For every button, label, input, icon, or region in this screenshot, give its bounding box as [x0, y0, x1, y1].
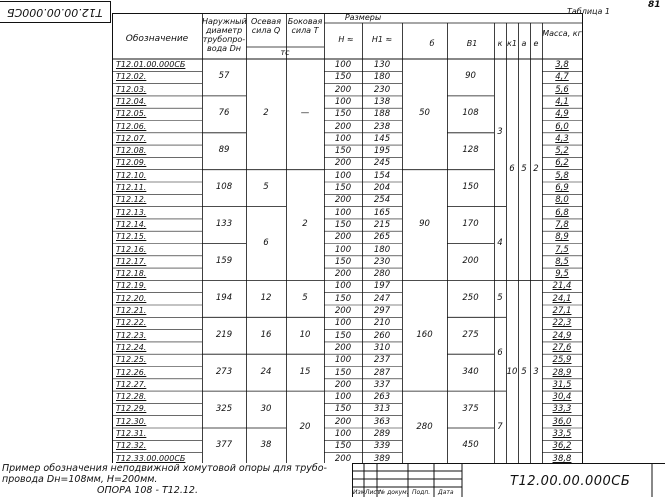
h1-cell: 154	[373, 170, 391, 181]
h-cell: 150	[334, 72, 352, 83]
b-group-cell: 160	[416, 329, 433, 340]
header-force-unit: тс	[280, 48, 290, 57]
b-group-cell: 50	[419, 108, 430, 119]
h1-cell: 237	[373, 355, 391, 366]
header-axial-force: Осевая сила Q	[250, 17, 282, 35]
header-sizes: Размеры	[344, 13, 382, 22]
h-cell: 100	[334, 355, 352, 366]
h1-cell: 165	[373, 207, 391, 218]
header-lateral-force: Боковая сила T	[287, 17, 323, 35]
h-cell: 100	[334, 392, 352, 403]
designation-cell: Т12.29.	[116, 404, 147, 414]
header-b: б	[429, 39, 435, 48]
dn-group-cell: 133	[215, 219, 233, 230]
h-cell: 100	[334, 133, 352, 144]
header-H: H ≈	[338, 35, 354, 44]
h-cell: 200	[334, 269, 352, 280]
designation-cell: Т12.33.00.000СБ	[116, 453, 186, 463]
designation-cell: Т12.12.	[116, 195, 147, 205]
h-cell: 150	[334, 441, 352, 452]
h-cell: 200	[334, 84, 352, 95]
spec-table	[112, 13, 657, 463]
designation-cell: Т12.14.	[116, 219, 147, 229]
mass-cell: 33,5	[552, 429, 572, 439]
h1-cell: 247	[373, 293, 391, 304]
h1-cell: 310	[373, 342, 391, 353]
designation-cell: Т12.05.	[116, 109, 147, 119]
a-group-cell: 5	[521, 366, 527, 377]
k1-group-cell: 10	[506, 366, 518, 377]
q-group-cell: 2	[263, 108, 269, 119]
b1-group-cell: 170	[462, 219, 479, 230]
dn-group-cell: 57	[218, 71, 230, 82]
designation-cell: Т12.22.	[116, 318, 147, 328]
h-cell: 150	[334, 330, 352, 341]
header-k: к	[497, 39, 503, 48]
q-group-cell: 12	[260, 292, 272, 303]
h-cell: 150	[334, 367, 352, 378]
h-cell: 100	[334, 318, 352, 329]
k-group-cell: 7	[497, 422, 503, 432]
h-cell: 150	[334, 109, 352, 120]
a-group-cell: 5	[521, 163, 527, 174]
h-cell: 150	[334, 219, 352, 230]
h1-cell: 363	[373, 416, 391, 427]
mass-cell: 36,2	[552, 441, 572, 452]
designation-cell: Т12.24.	[116, 342, 147, 352]
designation-cell: Т12.30.	[116, 416, 147, 426]
b1-group-cell: 108	[462, 108, 479, 119]
h-cell: 150	[334, 183, 352, 193]
designation-cell: Т12.20.	[116, 293, 147, 303]
dn-group-cell: 89	[218, 145, 230, 156]
h-cell: 200	[334, 195, 352, 206]
mass-cell: 5,6	[555, 84, 569, 95]
b1-group-cell: 250	[462, 292, 479, 303]
designation-cell: Т12.28.	[116, 392, 147, 402]
dn-group-cell: 219	[215, 329, 233, 340]
tb-label-sheet: Лист	[365, 489, 381, 496]
h1-cell: 230	[373, 84, 391, 95]
dn-group-cell: 76	[218, 108, 230, 119]
document-code: Т12.00.00.000СБ	[510, 474, 631, 489]
designation-cell: Т12.10.	[116, 170, 147, 180]
mass-cell: 27,1	[552, 306, 572, 316]
h1-cell: 265	[373, 232, 391, 243]
h-cell: 200	[334, 158, 352, 169]
h1-cell: 215	[373, 219, 391, 230]
t-group-cell: 15	[299, 366, 311, 377]
b1-group-cell: 375	[462, 403, 479, 414]
mass-cell: 6,8	[555, 207, 569, 218]
sheet-stamp	[0, 1, 111, 23]
header-designation: Обозначение	[125, 34, 189, 44]
h1-cell: 263	[373, 392, 391, 403]
t-group-cell: 20	[299, 422, 311, 432]
mass-cell: 4,9	[555, 109, 569, 120]
h1-cell: 210	[373, 318, 391, 329]
h-cell: 200	[334, 416, 352, 427]
example-line-3: ОПОРА 108 - Т12.12.	[97, 485, 198, 496]
designation-cell: Т12.11.	[116, 183, 147, 192]
designation-cell: Т12.26.	[116, 367, 147, 377]
example-line-1: Пример обозначения неподвижной хомутовой опоры для трубо-	[2, 463, 327, 474]
h1-cell: 204	[373, 183, 391, 193]
dn-group-cell: 108	[215, 182, 233, 193]
b1-group-cell: 90	[465, 71, 476, 82]
designation-cell: Т12.04.	[116, 96, 147, 106]
mass-cell: 31,5	[552, 379, 572, 390]
mass-cell: 7,5	[555, 244, 569, 255]
h-cell: 100	[334, 96, 352, 107]
tb-label-docnum: № докум.	[379, 489, 409, 496]
designation-cell: Т12.23.	[116, 330, 147, 340]
q-group-cell: 5	[263, 182, 269, 193]
example-line-2: провода Dн=108мм, H=200мм.	[2, 474, 158, 485]
table-caption: Таблица 1	[567, 7, 611, 16]
q-group-cell: 38	[260, 440, 272, 451]
designation-cell: Т12.19.	[116, 281, 147, 291]
mass-cell: 24,1	[552, 293, 572, 304]
h-cell: 150	[334, 256, 352, 267]
mass-cell: 5,8	[555, 170, 569, 181]
h-cell: 200	[334, 121, 352, 132]
e-group-cell: 3	[533, 366, 539, 377]
h1-cell: 130	[373, 60, 391, 70]
q-group-cell: 16	[260, 329, 272, 340]
mass-cell: 3,8	[555, 60, 569, 70]
mass-cell: 38,8	[552, 453, 572, 464]
h1-cell: 254	[373, 195, 391, 206]
mass-cell: 4,7	[555, 72, 569, 83]
h1-cell: 238	[373, 121, 391, 132]
h-cell: 200	[334, 232, 352, 243]
b1-group-cell: 150	[462, 182, 479, 193]
mass-cell: 24,9	[552, 330, 572, 341]
mass-cell: 4,1	[555, 96, 569, 107]
tb-label-date: Дата	[438, 489, 454, 496]
h1-cell: 230	[373, 256, 391, 267]
t-group-cell: 5	[302, 292, 308, 303]
b1-group-cell: 450	[462, 440, 479, 451]
designation-cell: Т12.25.	[116, 355, 147, 365]
mass-cell: 22,3	[552, 318, 572, 329]
designation-cell: Т12.18.	[116, 269, 147, 279]
t-group-cell: 10	[299, 329, 311, 340]
sheet-number: 81	[648, 0, 661, 10]
b-group-cell: 90	[419, 219, 430, 230]
mass-cell: 30,4	[552, 392, 572, 403]
designation-cell: Т12.01.00.000СБ	[116, 60, 186, 69]
h-cell: 150	[334, 404, 352, 415]
h-cell: 100	[334, 281, 352, 292]
tb-label-change: Изм	[353, 489, 366, 496]
designation-cell: Т12.02.	[116, 72, 147, 82]
designation-cell: Т12.09.	[116, 158, 147, 168]
e-group-cell: 2	[533, 163, 539, 174]
mass-cell: 33,3	[552, 404, 572, 415]
mass-cell: 7,8	[555, 219, 569, 230]
dn-group-cell: 194	[215, 292, 233, 303]
h1-cell: 145	[373, 133, 391, 144]
k-group-cell: 6	[497, 348, 503, 359]
h1-cell: 337	[373, 379, 391, 390]
stamp-code: Т12.00.00.000СБ	[7, 6, 103, 19]
k-group-cell: 3	[497, 126, 503, 137]
designation-cell: Т12.17.	[116, 256, 147, 266]
designation-cell: Т12.06.	[116, 121, 147, 131]
mass-cell: 8,9	[555, 232, 569, 243]
h1-cell: 297	[373, 306, 391, 316]
q-group-cell: 30	[260, 403, 272, 414]
q-group-cell: 24	[260, 366, 272, 377]
h-cell: 200	[334, 453, 352, 464]
h-cell: 150	[334, 293, 352, 304]
dn-group-cell: 273	[215, 366, 233, 377]
mass-cell: 27,6	[552, 342, 572, 353]
header-k1: к1	[507, 39, 517, 48]
dn-group-cell: 377	[215, 440, 233, 451]
h1-cell: 245	[373, 158, 391, 169]
h1-cell: 339	[373, 441, 391, 452]
h1-cell: 195	[373, 146, 391, 157]
h1-cell: 289	[373, 429, 391, 439]
tb-label-sign: Подп.	[412, 489, 431, 496]
designation-cell: Т12.27.	[116, 379, 147, 389]
h-cell: 100	[334, 429, 352, 439]
h-cell: 200	[334, 379, 352, 390]
k-group-cell: 4	[497, 237, 503, 248]
mass-cell: 25,9	[552, 355, 572, 366]
h1-cell: 389	[373, 453, 391, 464]
header-H1: H1 ≈	[371, 35, 393, 44]
h1-cell: 287	[373, 367, 391, 378]
mass-cell: 4,3	[555, 133, 569, 144]
b1-group-cell: 128	[462, 145, 479, 156]
designation-example	[2, 463, 327, 496]
mass-cell: 21,4	[552, 281, 572, 292]
designation-cell: Т12.08.	[116, 146, 147, 156]
designation-cell: Т12.31.	[116, 429, 147, 438]
t-group-cell: —	[300, 108, 310, 119]
mass-cell: 6,9	[555, 183, 569, 193]
header-B1: B1	[466, 39, 478, 48]
b1-group-cell: 200	[462, 255, 479, 266]
b1-group-cell: 340	[462, 366, 479, 377]
designation-cell: Т12.16.	[116, 244, 147, 254]
h1-cell: 180	[373, 72, 391, 83]
h1-cell: 138	[373, 96, 391, 107]
header-e: е	[533, 39, 539, 48]
mass-cell: 28,9	[552, 367, 572, 378]
header-a: а	[521, 39, 527, 48]
b-group-cell: 280	[416, 422, 433, 432]
h1-cell: 197	[373, 281, 391, 292]
h1-cell: 260	[373, 330, 391, 341]
h-cell: 100	[334, 244, 352, 255]
mass-cell: 6,0	[555, 121, 569, 132]
header-mass: Масса, кг	[542, 29, 582, 38]
k-group-cell: 5	[497, 292, 503, 303]
h1-cell: 313	[373, 404, 391, 415]
designation-cell: Т12.15.	[116, 232, 147, 242]
h1-cell: 180	[373, 244, 391, 255]
designation-cell: Т12.32.	[116, 441, 147, 451]
t-group-cell: 2	[302, 219, 308, 230]
mass-cell: 36,0	[552, 416, 572, 427]
mass-cell: 5,2	[555, 146, 569, 157]
b1-group-cell: 275	[462, 329, 479, 340]
h-cell: 200	[334, 342, 352, 353]
h-cell: 100	[334, 60, 352, 70]
h-cell: 200	[334, 306, 352, 316]
h-cell: 150	[334, 146, 352, 157]
h1-cell: 280	[373, 269, 391, 280]
mass-cell: 6,2	[555, 158, 569, 169]
dn-group-cell: 159	[215, 255, 233, 266]
mass-cell: 8,0	[555, 195, 569, 206]
q-group-cell: 6	[263, 237, 269, 248]
designation-cell: Т12.21.	[116, 306, 147, 315]
h-cell: 100	[334, 207, 352, 218]
k1-group-cell: 6	[509, 163, 515, 174]
designation-cell: Т12.03.	[116, 84, 147, 94]
header-outer-diameter: Наружный диаметр трубопро-вода Dн	[202, 17, 247, 53]
h-cell: 100	[334, 170, 352, 181]
mass-cell: 8,5	[555, 256, 569, 267]
dn-group-cell: 325	[215, 403, 233, 414]
designation-cell: Т12.07.	[116, 133, 147, 143]
mass-cell: 9,5	[555, 269, 569, 280]
designation-cell: Т12.13.	[116, 207, 147, 217]
h1-cell: 188	[373, 109, 391, 120]
